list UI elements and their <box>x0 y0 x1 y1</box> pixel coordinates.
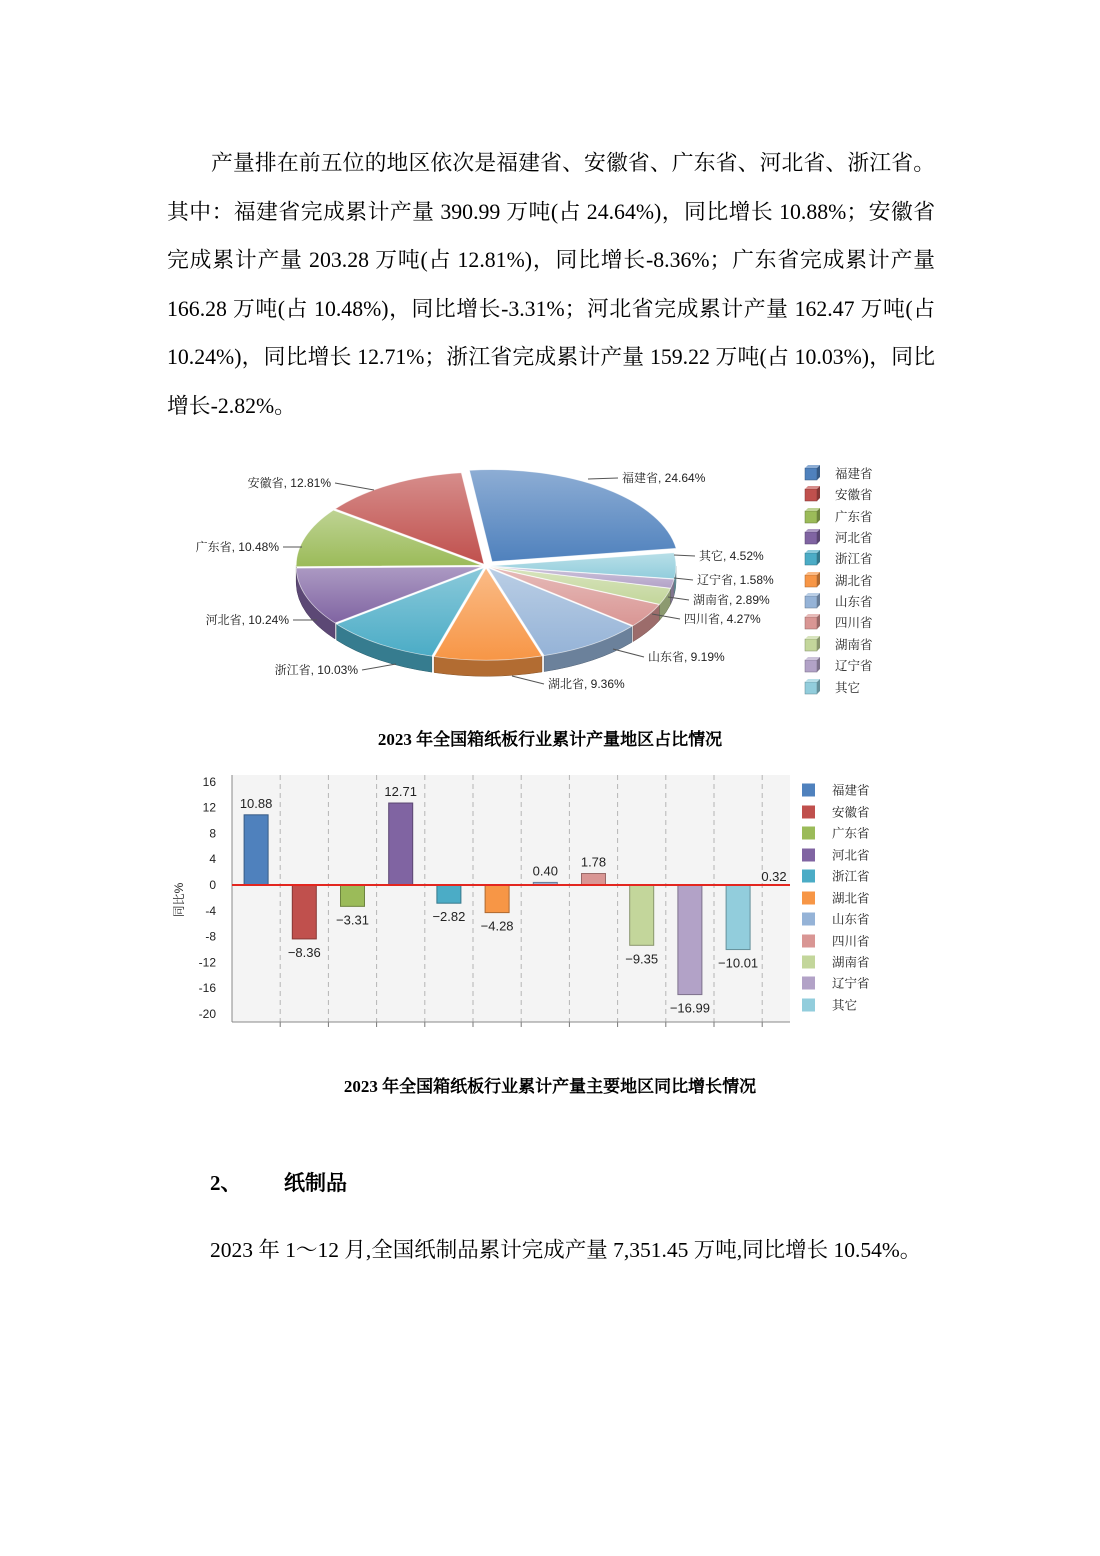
bar-legend-swatch-hebei <box>802 849 815 862</box>
y-tick-label: 12 <box>202 800 216 815</box>
bar-value-label-hebei: 12.71 <box>384 784 417 800</box>
pie-label-sichuan: 四川省, 4.27% <box>684 612 761 626</box>
bar-legend-swatch-liaoning <box>802 977 815 990</box>
y-axis-ticks <box>199 775 217 1021</box>
section-paragraph: 2023 年 1～12 月,全国纸制品累计完成产量 7,351.45 万吨,同比增长 10.54%。 <box>210 1238 922 1262</box>
pie-leader-line-other <box>674 555 695 556</box>
y-axis-title: 同比% <box>172 882 186 918</box>
bar-legend-label-shandong: 山东省 <box>832 912 870 927</box>
pie-legend-swatch-zhejiang <box>805 550 820 565</box>
pie-leader-line-liaoning <box>674 578 693 580</box>
y-tick-label: 0 <box>209 878 216 892</box>
pie-label-zhejiang: 浙江省, 10.03% <box>274 663 358 677</box>
bar-zhejiang <box>437 885 461 903</box>
pie-chart-caption: 2023 年全国箱纸板行业累计产量地区占比情况 <box>377 730 723 749</box>
pie-leader-line-fujian <box>588 478 618 479</box>
bar-legend-label-hebei: 河北省 <box>832 848 870 863</box>
y-tick-label: 8 <box>209 826 216 841</box>
bar-legend-label-hubei: 湖北省 <box>832 891 870 906</box>
pie-label-anhui: 安徽省, 12.81% <box>247 476 331 490</box>
section-number: 2、 <box>210 1171 242 1195</box>
pie-label-other: 其它, 4.52% <box>699 549 764 563</box>
bar-value-label-guangdong: −3.31 <box>336 912 369 928</box>
section-title: 纸制品 <box>284 1171 347 1195</box>
paragraph-line: 10.24%)，同比增长 12.71%；浙江省完成累计产量 159.22 万吨(占 10.03%)，同比 <box>167 345 935 369</box>
pie-legend-swatch-liaoning <box>805 657 820 672</box>
bar-value-label-other: −10.01 <box>718 955 759 971</box>
bar-value-label-zhejiang: −2.82 <box>432 909 466 925</box>
pie-legend-label-shandong: 山东省 <box>835 595 873 609</box>
bar-legend-swatch-zhejiang <box>802 870 815 883</box>
pie-legend-label-fujian: 福建省 <box>835 467 873 481</box>
bar-legend-label-zhejiang: 浙江省 <box>832 869 870 884</box>
bar-legend-label-other: 其它 <box>832 998 858 1013</box>
pie-label-liaoning: 辽宁省, 1.58% <box>697 573 774 587</box>
y-tick-label: -4 <box>205 903 216 918</box>
paragraph-line: 增长-2.82%。 <box>167 393 296 418</box>
pie-label-guangdong: 广东省, 10.48% <box>195 540 279 554</box>
pie-leader-line-zhejiang <box>362 664 396 670</box>
pie-legend-swatch-shandong <box>805 593 820 608</box>
pie-legend-label-sichuan: 四川省 <box>835 616 873 630</box>
paragraph-line: 166.28 万吨(占 10.48%)，同比增长-3.31%；河北省完成累计产量 162.47 万吨(占 <box>167 296 935 321</box>
bar-value-label-hunan: −9.35 <box>625 951 659 967</box>
bar-legend-swatch-hunan <box>802 956 815 969</box>
bar-value-label-liaoning: −16.99 <box>669 1000 710 1016</box>
pie-leader-line-hubei <box>512 676 544 684</box>
paragraph-line: 产量排在前五位的地区依次是福建省、安徽省、广东省、河北省、浙江省。 <box>211 151 935 175</box>
bar-guangdong <box>341 885 365 906</box>
pie-legend-swatch-fujian <box>805 465 820 480</box>
pie-legend-swatch-hunan <box>805 636 820 651</box>
bar-chart <box>0 765 1100 1040</box>
bar-legend <box>802 783 870 1013</box>
bar-chart-caption: 2023 年全国箱纸板行业累计产量主要地区同比增长情况 <box>343 1077 757 1096</box>
y-tick-label: -20 <box>198 1007 216 1021</box>
bar-legend-swatch-guangdong <box>802 827 815 840</box>
bar-legend-label-hunan: 湖南省 <box>832 955 870 970</box>
bar-value-label-fujian: 10.88 <box>239 795 273 811</box>
bar-legend-swatch-other <box>802 999 815 1012</box>
pie-legend-label-anhui: 安徽省 <box>835 488 873 502</box>
bar-hubei <box>485 885 509 913</box>
pie-label-hubei: 湖北省, 9.36% <box>548 677 625 691</box>
pie-legend-label-other: 其它 <box>835 681 861 695</box>
pie-legend-label-hubei: 湖北省 <box>835 574 873 588</box>
bar-liaoning <box>678 885 702 995</box>
bar-legend-swatch-fujian <box>802 784 815 797</box>
pie-legend-label-guangdong: 广东省 <box>835 510 873 524</box>
bar-hunan <box>630 885 654 945</box>
bar-legend-label-liaoning: 辽宁省 <box>832 976 870 991</box>
pie-legend-swatch-hubei <box>805 572 820 587</box>
y-tick-label: -8 <box>205 929 216 944</box>
bar-value-label-anhui: −8.36 <box>287 944 321 960</box>
bar-legend-label-fujian: 福建省 <box>832 783 870 798</box>
bar-legend-label-sichuan: 四川省 <box>832 934 870 949</box>
pie-leader-line-anhui <box>335 483 374 490</box>
bar-legend-label-guangdong: 广东省 <box>832 826 870 841</box>
bar-hebei <box>389 803 413 885</box>
pie-legend-label-hunan: 湖南省 <box>835 638 873 652</box>
y-tick-label: 16 <box>202 774 216 789</box>
pie-legend-swatch-guangdong <box>805 508 820 523</box>
bar-value-label-sichuan: 1.78 <box>580 854 607 870</box>
bar-extra-value-label: 0.32 <box>761 869 787 884</box>
y-tick-label: 4 <box>209 852 216 867</box>
paragraph-line: 完成累计产量 203.28 万吨(占 12.81%)，同比增长-8.36%；广东省完成累计产量 <box>167 248 935 272</box>
pie-legend-label-hebei: 河北省 <box>835 531 873 545</box>
pie-leader-line-shandong <box>613 649 644 657</box>
summary-paragraph <box>167 139 935 430</box>
pie-legend-swatch-sichuan <box>805 614 820 629</box>
pie-legend-label-liaoning: 辽宁省 <box>835 659 873 673</box>
bar-value-label-hubei: −4.28 <box>480 918 514 934</box>
y-tick-label: -12 <box>198 955 216 970</box>
pie-label-hebei: 河北省, 10.24% <box>205 613 289 627</box>
pie-legend-swatch-anhui <box>805 486 820 501</box>
pie-legend-swatch-hebei <box>805 529 820 544</box>
bar-legend-swatch-sichuan <box>802 935 815 948</box>
pie-slices <box>296 470 676 661</box>
bar-legend-swatch-hubei <box>802 892 815 905</box>
bar-fujian <box>244 815 268 885</box>
pie-legend-label-zhejiang: 浙江省 <box>835 552 873 566</box>
pie-chart <box>0 440 1100 710</box>
pie-label-fujian: 福建省, 24.64% <box>622 471 706 485</box>
bar-anhui <box>292 885 316 939</box>
y-tick-label: -16 <box>198 981 216 996</box>
bar-value-label-shandong: 0.40 <box>532 863 558 879</box>
bar-legend-swatch-shandong <box>802 913 815 926</box>
pie-legend <box>805 465 873 695</box>
bar-other <box>726 885 750 950</box>
pie-label-shandong: 山东省, 9.19% <box>648 650 725 664</box>
bar-sichuan <box>582 874 606 885</box>
pie-legend-swatch-other <box>805 679 820 694</box>
pie-label-hunan: 湖南省, 2.89% <box>693 593 770 607</box>
paragraph-line: 其中：福建省完成累计产量 390.99 万吨(占 24.64%)，同比增长 10.88%；安徽省 <box>167 199 935 224</box>
bar-legend-swatch-anhui <box>802 806 815 819</box>
bar-legend-label-anhui: 安徽省 <box>832 805 870 820</box>
